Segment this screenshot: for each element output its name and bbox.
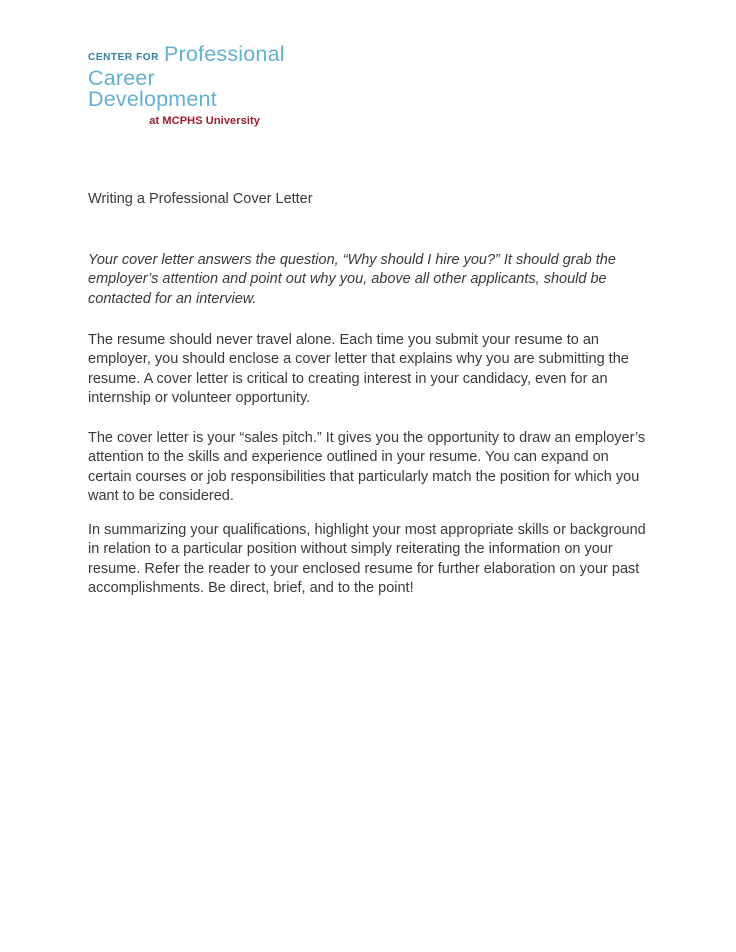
logo-professional-text: Professional xyxy=(164,42,285,66)
body-paragraph-1: The resume should never travel alone. Each time you submit your resume to an employer, you should enclose a cover letter that explains why you are submitting the resume. A cover letter is critical to creating interest in your candidacy, even for an internship or volunteer opportunity. xyxy=(88,332,629,406)
logo-career-development-text: Career Development xyxy=(88,65,217,111)
org-logo xyxy=(88,42,285,127)
intro-paragraph-italic: Your cover letter answers the question, “Why should I hire you?” It should grab the employer’s attention and point out why you, above all other applicants, should be contacted for an interview. xyxy=(88,252,616,307)
body-paragraph-3: In summarizing your qualifications, highlight your most appropriate skills or background in relation to a particular position without simply reiterating the information on your resume. Refer the reader to your enclosed resume for further elaboration on your past accomplishments. Be direct, brief, and to the point! xyxy=(88,522,646,596)
logo-line-1 xyxy=(88,42,285,66)
logo-center-for-text: CENTER FOR xyxy=(88,52,159,63)
body-paragraph-2: The cover letter is your “sales pitch.” It gives you the opportunity to draw an employer’s attention to the skills and experience outlined in your resume. You can expand on certain courses or job responsibilities that particularly match the position for which you want to be considered. xyxy=(88,430,646,504)
logo-university-tagline: at MCPHS University xyxy=(149,114,260,127)
page-title: Writing a Professional Cover Letter xyxy=(88,191,313,207)
